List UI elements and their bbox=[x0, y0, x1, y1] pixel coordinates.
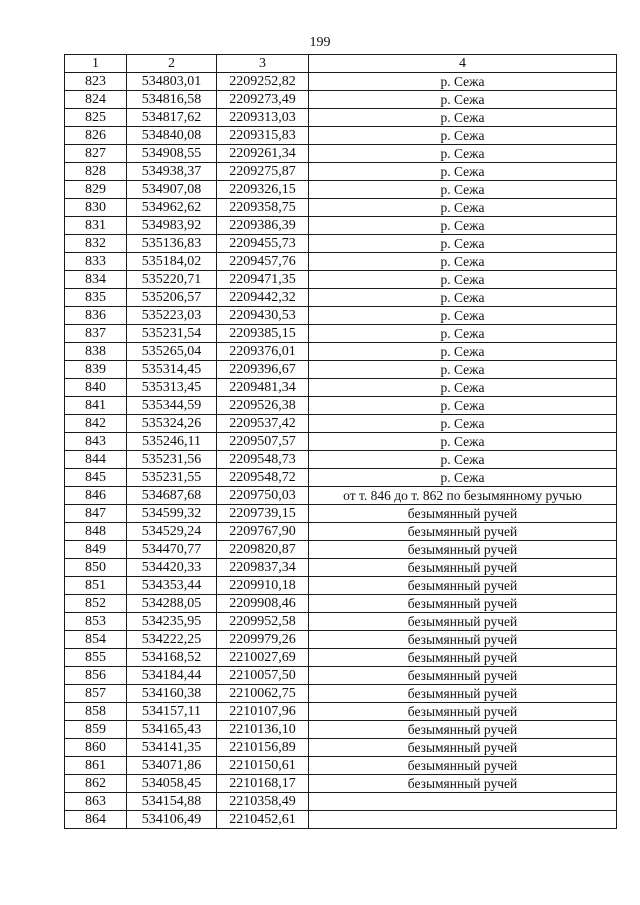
point-number-cell: 853 bbox=[65, 613, 127, 631]
point-number-cell: 839 bbox=[65, 361, 127, 379]
y-coordinate-cell: 2209481,34 bbox=[217, 379, 309, 397]
x-coordinate-cell: 534160,38 bbox=[127, 685, 217, 703]
x-coordinate-cell: 534687,68 bbox=[127, 487, 217, 505]
table-row bbox=[65, 325, 617, 343]
x-coordinate-cell: 534599,32 bbox=[127, 505, 217, 523]
y-coordinate-cell: 2210136,10 bbox=[217, 721, 309, 739]
y-coordinate-cell: 2209261,34 bbox=[217, 145, 309, 163]
description-cell: безымянный ручей bbox=[309, 631, 617, 649]
point-number-cell: 829 bbox=[65, 181, 127, 199]
x-coordinate-cell: 534157,11 bbox=[127, 703, 217, 721]
y-coordinate-cell: 2209385,15 bbox=[217, 325, 309, 343]
table-row bbox=[65, 685, 617, 703]
description-cell: р. Сежа bbox=[309, 91, 617, 109]
point-number-cell: 859 bbox=[65, 721, 127, 739]
table-row bbox=[65, 631, 617, 649]
y-coordinate-cell: 2209507,57 bbox=[217, 433, 309, 451]
table-row bbox=[65, 703, 617, 721]
y-coordinate-cell: 2210150,61 bbox=[217, 757, 309, 775]
column-header-description: 4 bbox=[309, 55, 617, 73]
x-coordinate-cell: 535206,57 bbox=[127, 289, 217, 307]
y-coordinate-cell: 2210057,50 bbox=[217, 667, 309, 685]
point-number-cell: 857 bbox=[65, 685, 127, 703]
table-row bbox=[65, 595, 617, 613]
description-cell: безымянный ручей bbox=[309, 649, 617, 667]
description-cell: р. Сежа bbox=[309, 127, 617, 145]
x-coordinate-cell: 534141,35 bbox=[127, 739, 217, 757]
point-number-cell: 834 bbox=[65, 271, 127, 289]
description-cell: р. Сежа bbox=[309, 415, 617, 433]
y-coordinate-cell: 2209252,82 bbox=[217, 73, 309, 91]
x-coordinate-cell: 534803,01 bbox=[127, 73, 217, 91]
table-row bbox=[65, 523, 617, 541]
point-number-cell: 861 bbox=[65, 757, 127, 775]
y-coordinate-cell: 2209908,46 bbox=[217, 595, 309, 613]
y-coordinate-cell: 2209537,42 bbox=[217, 415, 309, 433]
description-cell: р. Сежа bbox=[309, 109, 617, 127]
point-number-cell: 837 bbox=[65, 325, 127, 343]
x-coordinate-cell: 534420,33 bbox=[127, 559, 217, 577]
point-number-cell: 832 bbox=[65, 235, 127, 253]
table-body bbox=[65, 73, 617, 829]
y-coordinate-cell: 2209750,03 bbox=[217, 487, 309, 505]
description-cell: р. Сежа bbox=[309, 361, 617, 379]
coordinates-table bbox=[64, 54, 617, 829]
x-coordinate-cell: 535265,04 bbox=[127, 343, 217, 361]
y-coordinate-cell: 2209376,01 bbox=[217, 343, 309, 361]
table-row bbox=[65, 433, 617, 451]
table-row bbox=[65, 541, 617, 559]
description-cell: безымянный ручей bbox=[309, 595, 617, 613]
point-number-cell: 833 bbox=[65, 253, 127, 271]
point-number-cell: 843 bbox=[65, 433, 127, 451]
table-row bbox=[65, 559, 617, 577]
point-number-cell: 827 bbox=[65, 145, 127, 163]
column-header-point: 1 bbox=[65, 55, 127, 73]
description-cell: р. Сежа bbox=[309, 217, 617, 235]
point-number-cell: 840 bbox=[65, 379, 127, 397]
table-row bbox=[65, 361, 617, 379]
table-row bbox=[65, 757, 617, 775]
x-coordinate-cell: 534154,88 bbox=[127, 793, 217, 811]
table-row bbox=[65, 253, 617, 271]
page-number: 199 bbox=[309, 35, 331, 50]
x-coordinate-cell: 535223,03 bbox=[127, 307, 217, 325]
point-number-cell: 862 bbox=[65, 775, 127, 793]
y-coordinate-cell: 2209457,76 bbox=[217, 253, 309, 271]
x-coordinate-cell: 534165,43 bbox=[127, 721, 217, 739]
table-row bbox=[65, 793, 617, 811]
x-coordinate-cell: 534106,49 bbox=[127, 811, 217, 829]
table-row bbox=[65, 649, 617, 667]
y-coordinate-cell: 2210062,75 bbox=[217, 685, 309, 703]
description-cell: р. Сежа bbox=[309, 253, 617, 271]
y-coordinate-cell: 2209315,83 bbox=[217, 127, 309, 145]
description-cell: безымянный ручей bbox=[309, 505, 617, 523]
description-cell: безымянный ручей bbox=[309, 577, 617, 595]
point-number-cell: 823 bbox=[65, 73, 127, 91]
y-coordinate-cell: 2210358,49 bbox=[217, 793, 309, 811]
y-coordinate-cell: 2209455,73 bbox=[217, 235, 309, 253]
point-number-cell: 826 bbox=[65, 127, 127, 145]
point-number-cell: 831 bbox=[65, 217, 127, 235]
table-row bbox=[65, 469, 617, 487]
description-cell: безымянный ручей bbox=[309, 613, 617, 631]
table-row bbox=[65, 451, 617, 469]
point-number-cell: 858 bbox=[65, 703, 127, 721]
table-row bbox=[65, 127, 617, 145]
description-cell: безымянный ручей bbox=[309, 685, 617, 703]
x-coordinate-cell: 534288,05 bbox=[127, 595, 217, 613]
x-coordinate-cell: 534235,95 bbox=[127, 613, 217, 631]
point-number-cell: 835 bbox=[65, 289, 127, 307]
point-number-cell: 824 bbox=[65, 91, 127, 109]
table-row bbox=[65, 667, 617, 685]
description-cell: безымянный ручей bbox=[309, 523, 617, 541]
table-row bbox=[65, 487, 617, 505]
x-coordinate-cell: 535136,83 bbox=[127, 235, 217, 253]
point-number-cell: 841 bbox=[65, 397, 127, 415]
column-header-x: 2 bbox=[127, 55, 217, 73]
y-coordinate-cell: 2210452,61 bbox=[217, 811, 309, 829]
x-coordinate-cell: 534938,37 bbox=[127, 163, 217, 181]
description-cell: безымянный ручей bbox=[309, 667, 617, 685]
point-number-cell: 848 bbox=[65, 523, 127, 541]
x-coordinate-cell: 534222,25 bbox=[127, 631, 217, 649]
point-number-cell: 856 bbox=[65, 667, 127, 685]
description-cell: безымянный ручей bbox=[309, 541, 617, 559]
description-cell: безымянный ручей bbox=[309, 757, 617, 775]
description-cell: безымянный ручей bbox=[309, 703, 617, 721]
x-coordinate-cell: 535231,56 bbox=[127, 451, 217, 469]
description-cell: от т. 846 до т. 862 по безымянному ручью bbox=[309, 487, 617, 505]
x-coordinate-cell: 534983,92 bbox=[127, 217, 217, 235]
table-row bbox=[65, 307, 617, 325]
table-row bbox=[65, 811, 617, 829]
y-coordinate-cell: 2209952,58 bbox=[217, 613, 309, 631]
description-cell: р. Сежа bbox=[309, 469, 617, 487]
table-row bbox=[65, 721, 617, 739]
y-coordinate-cell: 2209396,67 bbox=[217, 361, 309, 379]
description-cell: р. Сежа bbox=[309, 433, 617, 451]
y-coordinate-cell: 2210027,69 bbox=[217, 649, 309, 667]
table-row bbox=[65, 145, 617, 163]
y-coordinate-cell: 2209273,49 bbox=[217, 91, 309, 109]
x-coordinate-cell: 535184,02 bbox=[127, 253, 217, 271]
point-number-cell: 830 bbox=[65, 199, 127, 217]
description-cell: р. Сежа bbox=[309, 343, 617, 361]
x-coordinate-cell: 535313,45 bbox=[127, 379, 217, 397]
y-coordinate-cell: 2209471,35 bbox=[217, 271, 309, 289]
description-cell: безымянный ручей bbox=[309, 721, 617, 739]
table-row bbox=[65, 613, 617, 631]
table-row bbox=[65, 181, 617, 199]
table-row bbox=[65, 163, 617, 181]
description-cell: р. Сежа bbox=[309, 271, 617, 289]
table-row bbox=[65, 73, 617, 91]
x-coordinate-cell: 534071,86 bbox=[127, 757, 217, 775]
point-number-cell: 828 bbox=[65, 163, 127, 181]
point-number-cell: 847 bbox=[65, 505, 127, 523]
x-coordinate-cell: 534168,52 bbox=[127, 649, 217, 667]
y-coordinate-cell: 2209739,15 bbox=[217, 505, 309, 523]
table-row bbox=[65, 235, 617, 253]
y-coordinate-cell: 2209275,87 bbox=[217, 163, 309, 181]
point-number-cell: 849 bbox=[65, 541, 127, 559]
point-number-cell: 845 bbox=[65, 469, 127, 487]
x-coordinate-cell: 535314,45 bbox=[127, 361, 217, 379]
point-number-cell: 864 bbox=[65, 811, 127, 829]
table-row bbox=[65, 289, 617, 307]
y-coordinate-cell: 2209442,32 bbox=[217, 289, 309, 307]
description-cell: р. Сежа bbox=[309, 145, 617, 163]
table-row bbox=[65, 505, 617, 523]
description-cell: р. Сежа bbox=[309, 307, 617, 325]
y-coordinate-cell: 2209430,53 bbox=[217, 307, 309, 325]
table-row bbox=[65, 343, 617, 361]
y-coordinate-cell: 2209386,39 bbox=[217, 217, 309, 235]
point-number-cell: 844 bbox=[65, 451, 127, 469]
y-coordinate-cell: 2210107,96 bbox=[217, 703, 309, 721]
x-coordinate-cell: 534817,62 bbox=[127, 109, 217, 127]
table-row bbox=[65, 217, 617, 235]
description-cell bbox=[309, 811, 617, 829]
point-number-cell: 846 bbox=[65, 487, 127, 505]
x-coordinate-cell: 534470,77 bbox=[127, 541, 217, 559]
x-coordinate-cell: 534907,08 bbox=[127, 181, 217, 199]
x-coordinate-cell: 534058,45 bbox=[127, 775, 217, 793]
point-number-cell: 836 bbox=[65, 307, 127, 325]
table-row bbox=[65, 109, 617, 127]
y-coordinate-cell: 2209979,26 bbox=[217, 631, 309, 649]
x-coordinate-cell: 535344,59 bbox=[127, 397, 217, 415]
x-coordinate-cell: 534816,58 bbox=[127, 91, 217, 109]
description-cell: р. Сежа bbox=[309, 325, 617, 343]
description-cell: р. Сежа bbox=[309, 379, 617, 397]
y-coordinate-cell: 2209313,03 bbox=[217, 109, 309, 127]
description-cell bbox=[309, 793, 617, 811]
table-row bbox=[65, 91, 617, 109]
table-row bbox=[65, 415, 617, 433]
table-row bbox=[65, 271, 617, 289]
description-cell: р. Сежа bbox=[309, 73, 617, 91]
table-row bbox=[65, 739, 617, 757]
x-coordinate-cell: 534840,08 bbox=[127, 127, 217, 145]
table-row bbox=[65, 775, 617, 793]
table-header-row bbox=[65, 55, 617, 73]
y-coordinate-cell: 2209548,73 bbox=[217, 451, 309, 469]
point-number-cell: 852 bbox=[65, 595, 127, 613]
description-cell: р. Сежа bbox=[309, 235, 617, 253]
description-cell: р. Сежа bbox=[309, 181, 617, 199]
x-coordinate-cell: 534908,55 bbox=[127, 145, 217, 163]
y-coordinate-cell: 2209358,75 bbox=[217, 199, 309, 217]
x-coordinate-cell: 535220,71 bbox=[127, 271, 217, 289]
y-coordinate-cell: 2209767,90 bbox=[217, 523, 309, 541]
x-coordinate-cell: 535231,55 bbox=[127, 469, 217, 487]
y-coordinate-cell: 2210156,89 bbox=[217, 739, 309, 757]
description-cell: р. Сежа bbox=[309, 451, 617, 469]
x-coordinate-cell: 534353,44 bbox=[127, 577, 217, 595]
description-cell: р. Сежа bbox=[309, 199, 617, 217]
y-coordinate-cell: 2209837,34 bbox=[217, 559, 309, 577]
table-row bbox=[65, 379, 617, 397]
point-number-cell: 851 bbox=[65, 577, 127, 595]
table-row bbox=[65, 397, 617, 415]
x-coordinate-cell: 535246,11 bbox=[127, 433, 217, 451]
point-number-cell: 854 bbox=[65, 631, 127, 649]
point-number-cell: 842 bbox=[65, 415, 127, 433]
point-number-cell: 855 bbox=[65, 649, 127, 667]
description-cell: безымянный ручей bbox=[309, 739, 617, 757]
x-coordinate-cell: 534184,44 bbox=[127, 667, 217, 685]
description-cell: р. Сежа bbox=[309, 397, 617, 415]
description-cell: безымянный ручей bbox=[309, 559, 617, 577]
y-coordinate-cell: 2209326,15 bbox=[217, 181, 309, 199]
table-row bbox=[65, 577, 617, 595]
point-number-cell: 863 bbox=[65, 793, 127, 811]
x-coordinate-cell: 535324,26 bbox=[127, 415, 217, 433]
table-row bbox=[65, 199, 617, 217]
point-number-cell: 838 bbox=[65, 343, 127, 361]
description-cell: р. Сежа bbox=[309, 163, 617, 181]
point-number-cell: 850 bbox=[65, 559, 127, 577]
point-number-cell: 860 bbox=[65, 739, 127, 757]
y-coordinate-cell: 2209820,87 bbox=[217, 541, 309, 559]
y-coordinate-cell: 2209910,18 bbox=[217, 577, 309, 595]
description-cell: р. Сежа bbox=[309, 289, 617, 307]
y-coordinate-cell: 2209526,38 bbox=[217, 397, 309, 415]
y-coordinate-cell: 2209548,72 bbox=[217, 469, 309, 487]
x-coordinate-cell: 535231,54 bbox=[127, 325, 217, 343]
point-number-cell: 825 bbox=[65, 109, 127, 127]
y-coordinate-cell: 2210168,17 bbox=[217, 775, 309, 793]
description-cell: безымянный ручей bbox=[309, 775, 617, 793]
column-header-y: 3 bbox=[217, 55, 309, 73]
x-coordinate-cell: 534962,62 bbox=[127, 199, 217, 217]
x-coordinate-cell: 534529,24 bbox=[127, 523, 217, 541]
